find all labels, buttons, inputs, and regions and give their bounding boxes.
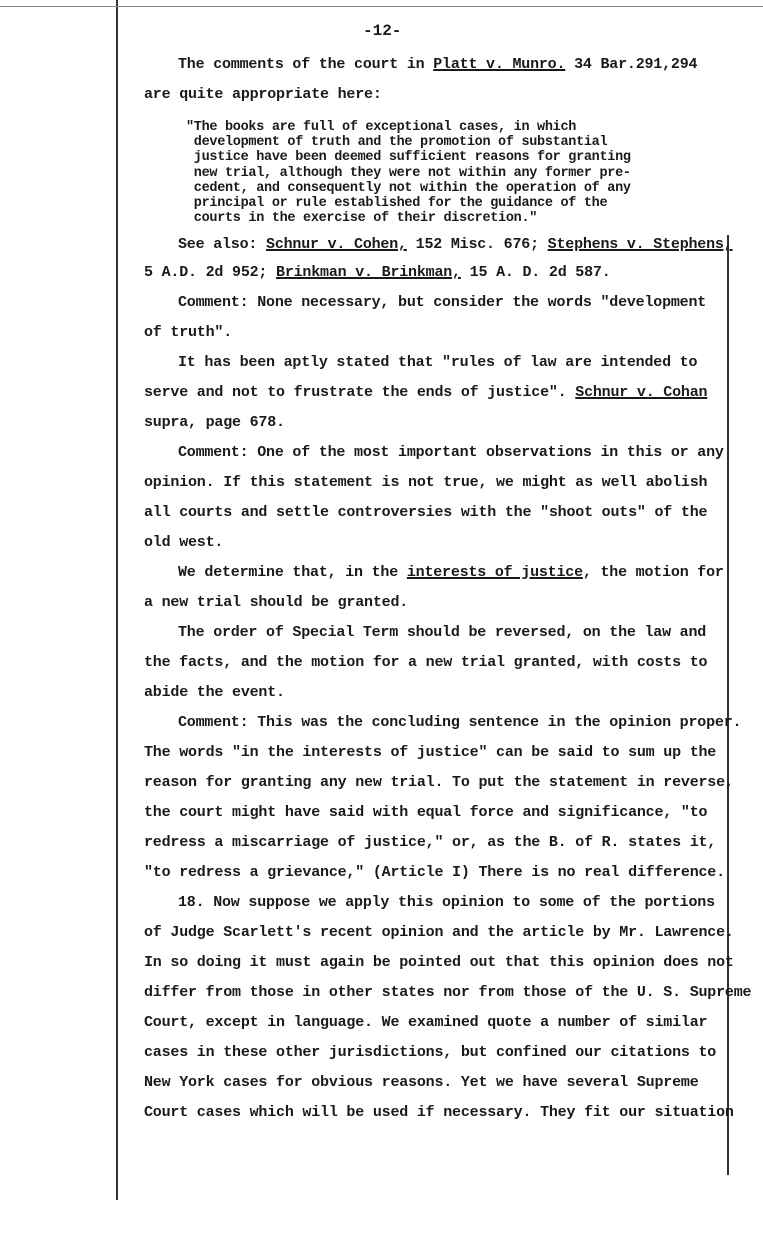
block-quote: "The books are full of exceptional cases, in which development of truth and the promotion of substantial justice have been deemed sufficient reasons for granting new trial, although they were not within any former pre- cedent, and consequently not within the operation of any principal or rule established for the guidance of the courts in the exercise of their discretion.": [186, 120, 631, 227]
text-line-28: differ from those in other states nor from those of the U. S. Supreme: [144, 984, 752, 1001]
case-citation: Stephens v. Stephens,: [547, 236, 733, 253]
text-line-21: reason for granting any new trial. To put the statement in reverse,: [144, 774, 734, 791]
text-line-1: The comments of the court in Platt v. Munro. 34 Bar.291,294: [178, 56, 698, 73]
text-line-29: Court, except in language. We examined quote a number of similar: [144, 1014, 708, 1031]
text-line-24: "to redress a grievance," (Article I) There is no real difference.: [144, 864, 725, 881]
text-line-25: 18. Now suppose we apply this opinion to some of the portions: [178, 894, 715, 911]
text-line-19: Comment: This was the concluding sentence in the opinion proper.: [178, 714, 742, 731]
text-line-23: redress a miscarriage of justice," or, as the B. of R. states it,: [144, 834, 717, 851]
text-line-32: Court cases which will be used if necessary. They fit our situation: [144, 1104, 734, 1121]
right-margin-line: [727, 235, 729, 1175]
text-line-9: supra, page 678.: [144, 414, 285, 431]
text-line-31: New York cases for obvious reasons. Yet we have several Supreme: [144, 1074, 699, 1091]
text-line-20: The words "in the interests of justice" can be said to sum up the: [144, 744, 717, 761]
text-line-4: 5 A.D. 2d 952; Brinkman v. Brinkman, 15 A. D. 2d 587.: [144, 264, 611, 281]
text-line-15: a new trial should be granted.: [144, 594, 409, 611]
case-citation: Schnur v. Cohen,: [266, 236, 407, 253]
text-line-6: of truth".: [144, 324, 233, 341]
text-line-3: See also: Schnur v. Cohen, 152 Misc. 676; Stephens v. Stephens,: [178, 236, 733, 253]
text-line-18: abide the event.: [144, 684, 285, 701]
case-citation: Schnur v. Cohan: [575, 384, 708, 401]
text-line-13: old west.: [144, 534, 224, 551]
text-line-16: The order of Special Term should be reversed, on the law and: [178, 624, 707, 641]
text-line-7: It has been aptly stated that "rules of law are intended to: [178, 354, 698, 371]
text-line-5: Comment: None necessary, but consider the words "development: [178, 294, 707, 311]
text-line-22: the court might have said with equal force and significance, "to: [144, 804, 708, 821]
text-line-26: of Judge Scarlett's recent opinion and the article by Mr. Lawrence.: [144, 924, 734, 941]
text-line-12: all courts and settle controversies with the "shoot outs" of the: [144, 504, 708, 521]
page-number: -12-: [363, 22, 402, 40]
underlined-phrase: interests of justice: [406, 564, 583, 581]
case-citation: Brinkman v. Brinkman,: [276, 264, 461, 281]
text-line-2: are quite appropriate here:: [144, 86, 382, 103]
text-line-27: In so doing it must again be pointed out that this opinion does not: [144, 954, 734, 971]
case-citation: Platt v. Munro.: [433, 56, 566, 73]
text-line-11: opinion. If this statement is not true, we might as well abolish: [144, 474, 708, 491]
top-edge-line: [0, 6, 763, 7]
text-line-30: cases in these other jurisdictions, but confined our citations to: [144, 1044, 717, 1061]
text-line-17: the facts, and the motion for a new trial granted, with costs to: [144, 654, 708, 671]
left-margin-line: [116, 0, 118, 1200]
text-line-8: serve and not to frustrate the ends of justice". Schnur v. Cohan: [144, 384, 708, 401]
text-line-14: We determine that, in the interests of justice, the motion for: [178, 564, 724, 581]
text-line-10: Comment: One of the most important observations in this or any: [178, 444, 724, 461]
